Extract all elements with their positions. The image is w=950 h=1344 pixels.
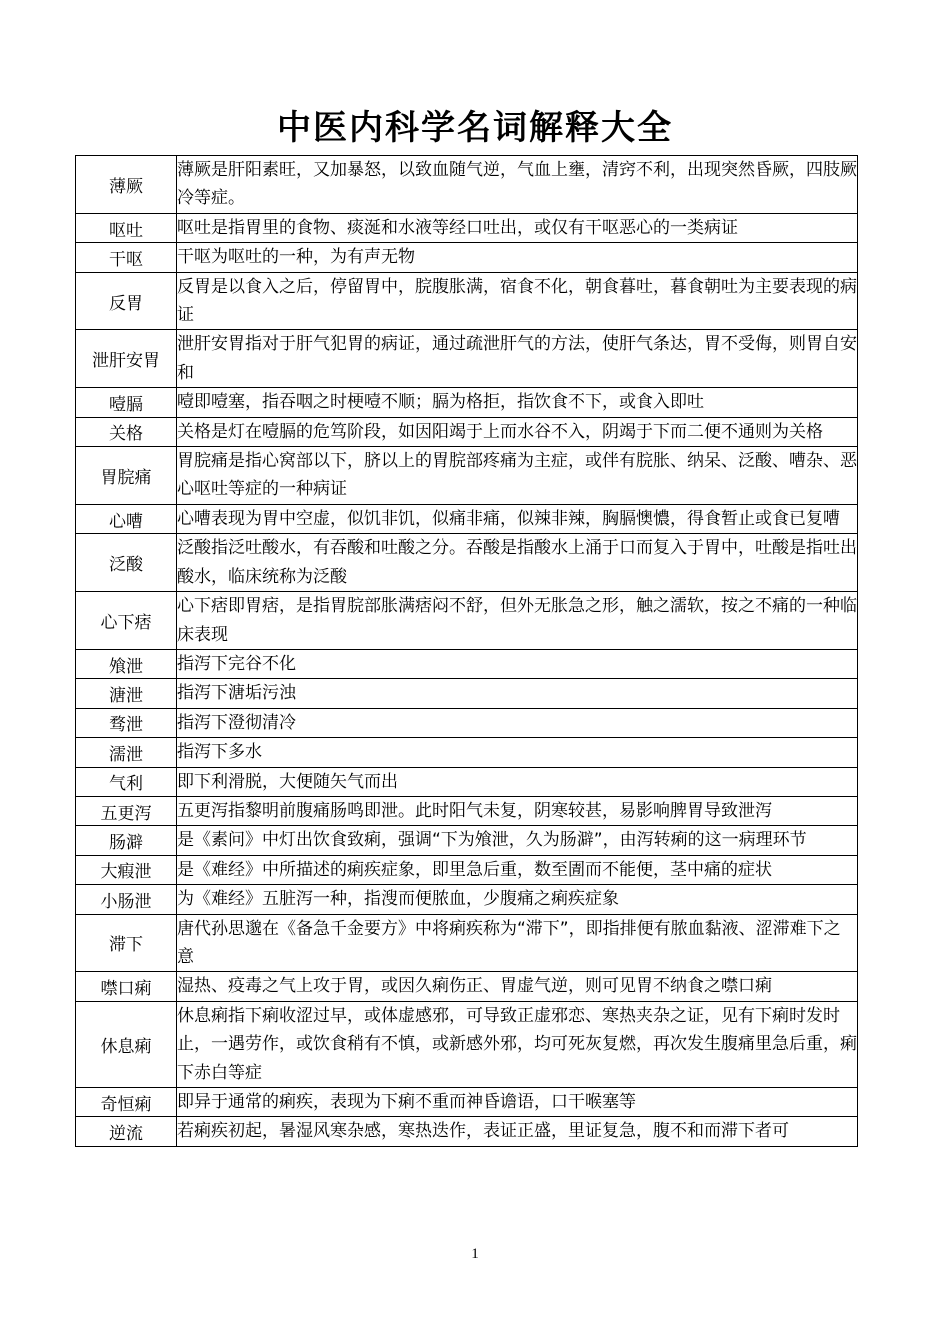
glossary-table	[75, 155, 858, 1147]
definition-cell: 反胃是以食入之后，停留胃中，脘腹胀满，宿食不化，朝食暮吐，暮食朝吐为主要表现的病证	[177, 272, 858, 330]
table-row	[76, 447, 858, 505]
table-row	[76, 1088, 858, 1117]
term-cell: 奇恒痢	[76, 1088, 177, 1117]
table-row	[76, 972, 858, 1001]
term-cell: 濡泄	[76, 738, 177, 767]
table-row	[76, 796, 858, 825]
term-cell: 大瘕泄	[76, 855, 177, 884]
definition-cell: 心下痞即胃痞，是指胃脘部胀满痞闷不舒，但外无胀急之形，触之濡软，按之不痛的一种临床表现	[177, 592, 858, 650]
term-cell: 滞下	[76, 914, 177, 972]
table-row	[76, 388, 858, 417]
definition-cell: 湿热、疫毒之气上攻于胃，或因久痢伤正、胃虚气逆，则可见胃不纳食之噤口痢	[177, 972, 858, 1001]
term-cell: 心下痞	[76, 592, 177, 650]
table-row	[76, 534, 858, 592]
term-cell: 五更泻	[76, 796, 177, 825]
definition-cell: 指泻下多水	[177, 738, 858, 767]
definition-cell: 是《素问》中灯出饮食致痢，强调“下为飧泄，久为肠澼”，由泻转痢的这一病理环节	[177, 826, 858, 855]
term-cell: 休息痢	[76, 1001, 177, 1087]
table-row	[76, 1117, 858, 1146]
table-row	[76, 885, 858, 914]
definition-cell: 指泻下完谷不化	[177, 649, 858, 678]
table-row	[76, 649, 858, 678]
term-cell: 泄肝安胃	[76, 330, 177, 388]
term-cell: 泛酸	[76, 534, 177, 592]
term-cell: 关格	[76, 417, 177, 446]
table-row	[76, 272, 858, 330]
term-cell: 小肠泄	[76, 885, 177, 914]
table-row	[76, 1001, 858, 1087]
term-cell: 薄厥	[76, 156, 177, 214]
definition-cell: 噎即噎塞，指吞咽之时梗噎不顺；膈为格拒，指饮食不下，或食入即吐	[177, 388, 858, 417]
table-row	[76, 592, 858, 650]
term-cell: 肠澼	[76, 826, 177, 855]
term-cell: 骛泄	[76, 708, 177, 737]
definition-cell: 指泻下澄彻清冷	[177, 708, 858, 737]
term-cell: 呕吐	[76, 213, 177, 242]
definition-cell: 关格是灯在噎膈的危笃阶段，如因阳竭于上而水谷不入，阴竭于下而二便不通则为关格	[177, 417, 858, 446]
term-cell: 飧泄	[76, 649, 177, 678]
table-row	[76, 855, 858, 884]
table-row	[76, 417, 858, 446]
glossary-body	[76, 156, 858, 1147]
definition-cell: 即下利滑脱，大便随矢气而出	[177, 767, 858, 796]
definition-cell: 呕吐是指胃里的食物、痰涎和水液等经口吐出，或仅有干呕恶心的一类病证	[177, 213, 858, 242]
table-row	[76, 330, 858, 388]
definition-cell: 干呕为呕吐的一种，为有声无物	[177, 243, 858, 272]
table-row	[76, 767, 858, 796]
table-row	[76, 708, 858, 737]
table-row	[76, 156, 858, 214]
definition-cell: 休息痢指下痢收涩过早，或体虚感邪，可导致正虚邪恋、寒热夹杂之证，见有下痢时发时止，一遇劳作，或饮食稍有不慎，或新感外邪，均可死灰复燃，再次发生腹痛里急后重，痢下赤白等症	[177, 1001, 858, 1087]
definition-cell: 指泻下溏垢污浊	[177, 679, 858, 708]
definition-cell: 泄肝安胃指对于肝气犯胃的病证，通过疏泄肝气的方法，使肝气条达，胃不受侮，则胃自安和	[177, 330, 858, 388]
term-cell: 心嘈	[76, 504, 177, 533]
term-cell: 干呕	[76, 243, 177, 272]
definition-cell: 唐代孙思邈在《备急千金要方》中将痢疾称为“滞下”，即指排便有脓血黏液、涩滞难下之意	[177, 914, 858, 972]
definition-cell: 胃脘痛是指心窝部以下，脐以上的胃脘部疼痛为主症，或伴有脘胀、纳呆、泛酸、嘈杂、恶心呕吐等症的一种病证	[177, 447, 858, 505]
definition-cell: 心嘈表现为胃中空虚，似饥非饥，似痛非痛，似辣非辣，胸膈懊憹，得食暂止或食已复嘈	[177, 504, 858, 533]
definition-cell: 即异于通常的痢疾，表现为下痢不重而神昏谵语，口干喉塞等	[177, 1088, 858, 1117]
term-cell: 反胃	[76, 272, 177, 330]
table-row	[76, 213, 858, 242]
page-number: 1	[471, 1246, 479, 1262]
definition-cell: 五更泻指黎明前腹痛肠鸣即泄。此时阳气未复，阴寒较甚，易影响脾胃导致泄泻	[177, 796, 858, 825]
term-cell: 噤口痢	[76, 972, 177, 1001]
table-row	[76, 243, 858, 272]
term-cell: 胃脘痛	[76, 447, 177, 505]
table-row	[76, 679, 858, 708]
definition-cell: 为《难经》五脏泻一种，指溲而便脓血，少腹痛之痢疾症象	[177, 885, 858, 914]
definition-cell: 是《难经》中所描述的痢疾症象，即里急后重，数至圊而不能便，茎中痛的症状	[177, 855, 858, 884]
term-cell: 溏泄	[76, 679, 177, 708]
table-row	[76, 914, 858, 972]
table-row	[76, 738, 858, 767]
definition-cell: 泛酸指泛吐酸水，有吞酸和吐酸之分。吞酸是指酸水上涌于口而复入于胃中，吐酸是指吐出酸水，临床统称为泛酸	[177, 534, 858, 592]
definition-cell: 若痢疾初起，暑湿风寒杂感，寒热迭作，表证正盛，里证复急，腹不和而滞下者可	[177, 1117, 858, 1146]
definition-cell: 薄厥是肝阳素旺，又加暴怒，以致血随气逆，气血上壅，清窍不利，出现突然昏厥，四肢厥冷等症。	[177, 156, 858, 214]
term-cell: 逆流	[76, 1117, 177, 1146]
table-row	[76, 504, 858, 533]
term-cell: 气利	[76, 767, 177, 796]
term-cell: 噎膈	[76, 388, 177, 417]
table-row	[76, 826, 858, 855]
page-title: 中医内科学名词解释大全	[277, 108, 673, 148]
